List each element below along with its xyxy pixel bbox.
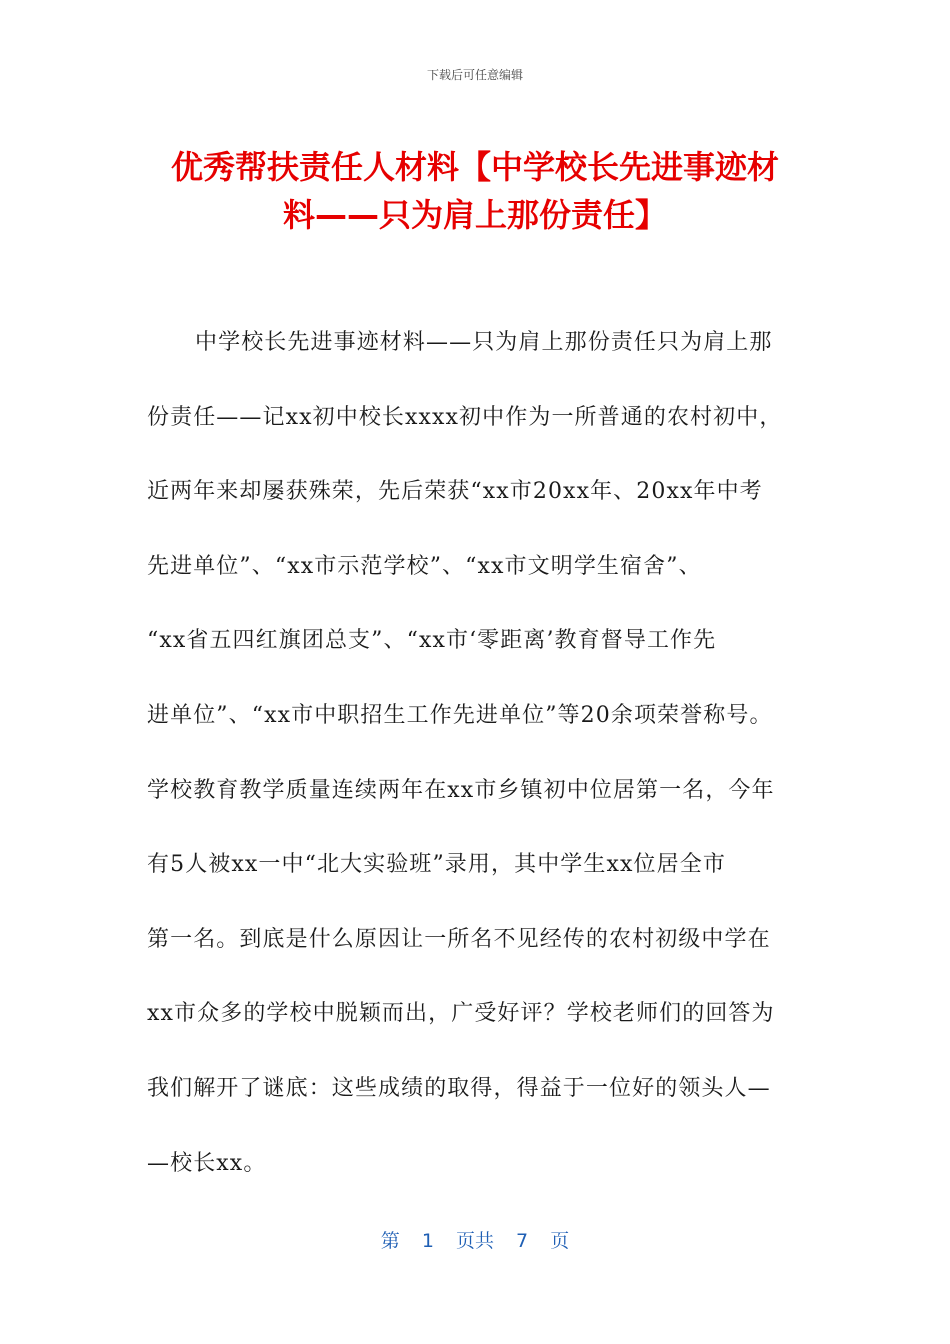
page-header-note: 下载后可任意编辑 — [426, 68, 523, 82]
body-line: 份责任——记xx初中校长xxxx初中作为一所普通的农村初中， — [147, 404, 783, 430]
page-footer — [0, 1226, 950, 1253]
body-line: “xx省五四红旗团总支”、“xx市‘零距离’教育督导工作先 — [147, 628, 717, 654]
footer-suffix: 页 — [550, 1230, 570, 1252]
footer-prefix: 第 — [380, 1230, 400, 1252]
body-line: 第一名。到底是什么原因让一所名不见经传的农村初级中学在 — [147, 926, 771, 952]
body-line: 学校教育教学质量连续两年在xx市乡镇初中位居第一名，今年 — [147, 777, 775, 803]
title-line-2: 料——只为肩上那份责任】 — [282, 196, 667, 234]
body-line: 先进单位”、“xx市示范学校”、“xx市文明学生宿舍”、 — [147, 553, 702, 579]
document-title — [100, 143, 850, 239]
body-line: 中学校长先进事迹材料——只为肩上那份责任只为肩上那 — [195, 330, 773, 355]
body-line: —校长xx。 — [147, 1150, 267, 1176]
body-line: 有5人被xx一中“北大实验班”录用，其中学生xx位居全市 — [147, 852, 726, 878]
footer-page-current: 1 — [421, 1230, 434, 1252]
title-line-1: 优秀帮扶责任人材料【中学校长先进事迹材 — [170, 148, 779, 186]
body-line: 近两年来却屡获殊荣，先后荣获“xx市20xx年、20xx年中考 — [147, 479, 763, 505]
footer-page-total: 7 — [516, 1230, 529, 1252]
body-line: 我们解开了谜底：这些成绩的取得，得益于一位好的领头人— — [147, 1075, 771, 1101]
body-line: xx市众多的学校中脱颖而出，广受好评？学校老师们的回答为 — [147, 1001, 775, 1027]
body-line: 进单位”、“xx市中职招生工作先进单位”等20余项荣誉称号。 — [147, 702, 773, 728]
document-body — [147, 322, 827, 1217]
footer-mid: 页共 — [455, 1230, 494, 1252]
